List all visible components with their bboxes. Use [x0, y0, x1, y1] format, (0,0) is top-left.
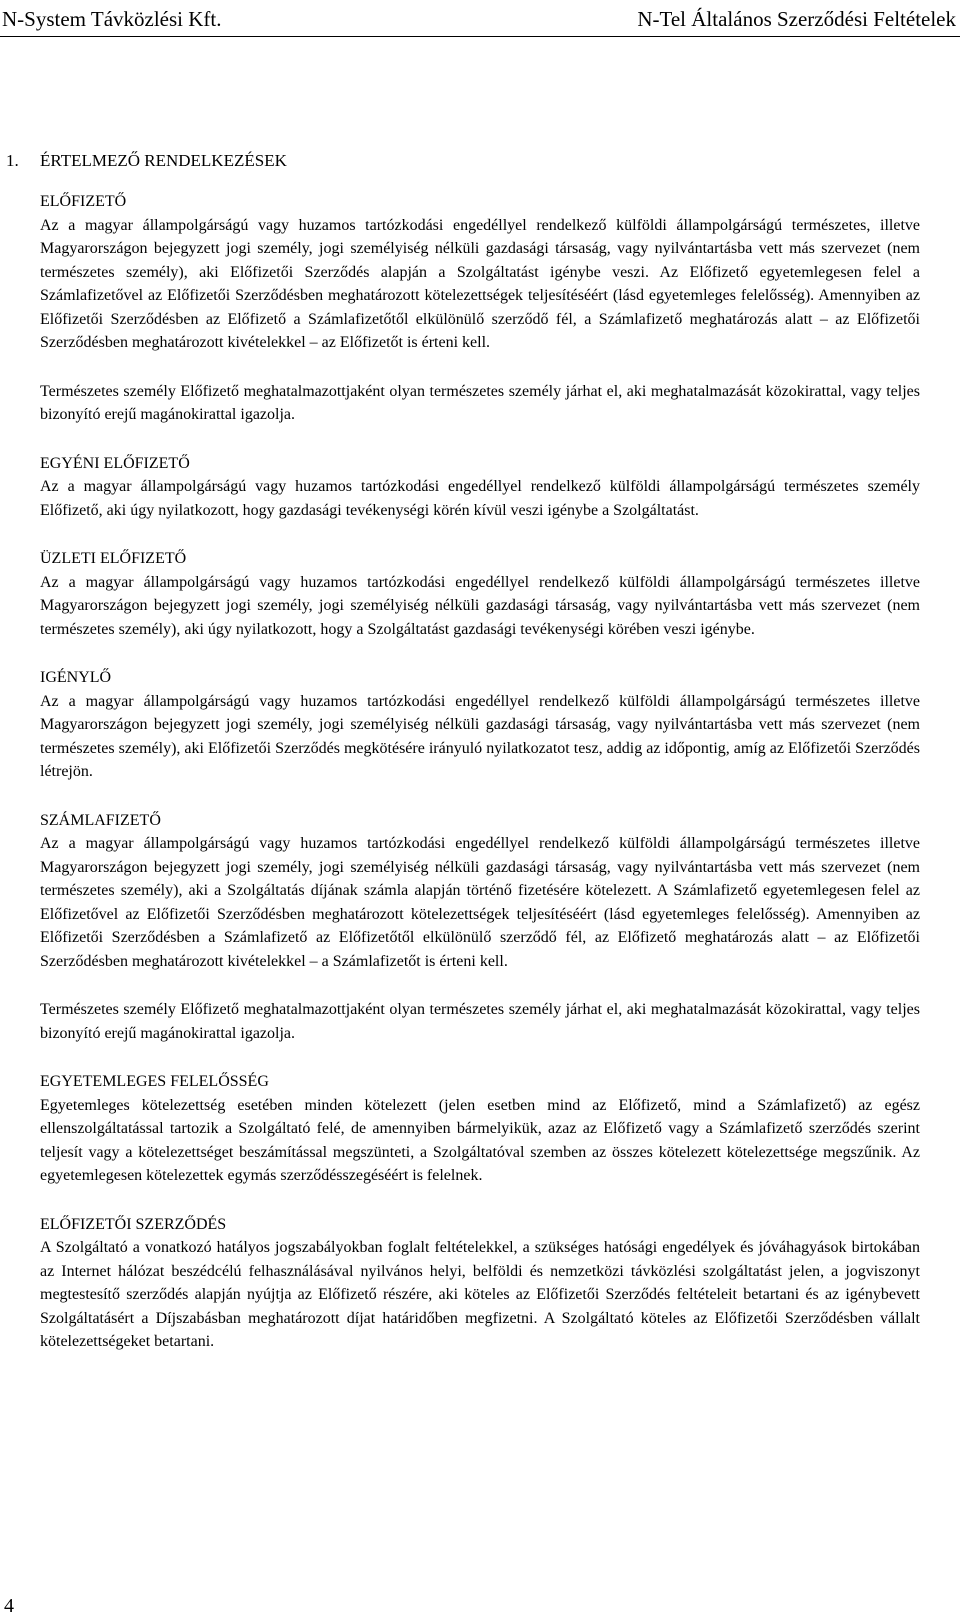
definition-term: ELŐFIZETŐ — [40, 193, 127, 210]
definition-block — [40, 452, 920, 523]
definition-block — [40, 666, 920, 784]
definition-block — [40, 998, 920, 1045]
document-title: N-Tel Általános Szerződési Feltételek — [637, 7, 956, 31]
definition-block — [40, 547, 920, 641]
definition-term: ELŐFIZETŐI SZERZŐDÉS — [40, 1215, 227, 1233]
definition-term: IGÉNYLŐ — [40, 669, 112, 686]
definition-text: Természetes személy Előfizető meghatalmazottjaként olyan természetes személy járhat el, aki meghatalmazását közokirattal, vagy teljes bizonyító erejű magánokirattal igazolja. — [40, 382, 920, 423]
section-heading — [6, 150, 287, 172]
definition-term: EGYETEMLEGES FELELŐSSÉG — [40, 1073, 269, 1090]
definition-text: Az a magyar állampolgárságú vagy huzamos tartózkodási engedéllyel rendelkező külföldi állampolgárságú természetes illetve Magyarországon bejegyzett jogi személy, jogi személyiség nélküli gazdasági társaság, vagy nyilvántartásba vett más szervezet (nem természetes személy), aki Előfizetői Szerződés megkötésére irányuló nyilatkozatot tesz, addig az időpontig, amíg az Előfizetői Szerződés létrejön. — [40, 692, 920, 780]
definition-block — [40, 190, 920, 355]
definition-text: Az a magyar állampolgárságú vagy huzamos tartózkodási engedéllyel rendelkező külföldi állampolgárságú természetes személy Előfizető, aki úgy nyilatkozott, hogy gazdasági tevékenységi körén kívül veszi igénybe a Szolgáltatást. — [40, 478, 920, 519]
page-header — [0, 6, 960, 37]
page-number: 4 — [4, 1595, 14, 1617]
company-name: N-System Távközlési Kft. — [2, 7, 222, 31]
definition-text: Az a magyar állampolgárságú vagy huzamos tartózkodási engedéllyel rendelkező külföldi állampolgárságú természetes, illetve Magyarországon bejegyzett jogi személy, jogi személyiség nélküli gazdasági társaság, vagy nyilvántartásba vett más szervezet (nem természetes személy), aki Előfizetői Szerződés alapján a Szolgáltatást igénybe veszi. Az Előfizető egyetemlegesen felel a Számlafizetővel az Előfizetői Szerződésben meghatározott kötelezettségek teljesítéséért (lásd egyetemleges felelősség). Amennyiben az Előfizetői Szerződésben az Előfizető a Számlafizetőtől elkülönülő szerződő fél, a Számlafizető meghatározás alatt – az Előfizetői Szerződésben meghatározott kivételekkel – az Előfizetőt is érteni kell. — [40, 216, 920, 351]
definition-block — [40, 380, 920, 427]
definition-text: Egyetemleges kötelezettség esetében minden kötelezett (jelen esetben mind az Előfizető, mind a Számlafizető) az egész ellenszolgáltatással tartozik a Szolgáltató felé, de amennyiben bármelyikük, azaz az Előfizető vagy a Számlafizető szerződés szerint teljesít vagy a kötelezettséget beszámítással megszünteti, a Szolgáltatóval szemben az összes kötelezett kötelezettsége megszűnik. Az egyetemlegesen kötelezettek egymás szerződésszegéséért is felelnek. — [40, 1096, 920, 1184]
definition-text: Az a magyar állampolgárságú vagy huzamos tartózkodási engedéllyel rendelkező külföldi állampolgárságú természetes illetve Magyarországon bejegyzett jogi személy, jogi személyiség nélküli gazdasági társaság, vagy nyilvántartásba vett más szervezet (nem természetes személy), aki a Szolgáltatás díjának számla alapján történő fizetésére kötelezett. A Számlafizető egyetemlegesen felel az Előfizetővel az Előfizetői Szerződésben meghatározott kötelezettségek teljesítéséért (lásd egyetemleges felelősség). Amennyiben az Előfizetői Szerződésben a Számlafizető az Előfizetőtől elkülönülő szerződő fél, az Előfizető meghatározás alatt – az Előfizetői Szerződésben meghatározott kivételekkel – a Számlafizetőt is érteni kell. — [40, 835, 920, 970]
definition-term: EGYÉNI ELŐFIZETŐ — [40, 454, 190, 472]
definition-block — [40, 809, 920, 974]
definition-text: A Szolgáltató a vonatkozó hatályos jogszabályokban foglalt feltételekkel, a szükséges hatósági engedélyek és jóváhagyások birtokában az Internet hálózat beszédcélú felhasználásával nyilvános helyi, belföldi és nemzetközi távközlési szolgáltatást jelen, a jogviszonyt megtestesítő szerződés alapján nyújtja az Előfizető részére, aki köteles az Előfizetői Szerződés feltételeit betartani és az igénybevett Szolgáltatásért a Díjszabásban meghatározott díjat határidőben megfizetni. A Szolgáltató köteles az Előfizetői Szerződésben vállalt kötelezettségeket betartani. — [40, 1239, 920, 1350]
definition-text: Az a magyar állampolgárságú vagy huzamos tartózkodási engedéllyel rendelkező külföldi állampolgárságú természetes illetve Magyarországon bejegyzett jogi személy, jogi személyiség nélküli gazdasági társaság, vagy nyilvántartásba vett más szervezet (nem természetes személy), aki úgy nyilatkozott, hogy a Szolgáltatást gazdasági tevékenységi körében veszi igénybe. — [40, 573, 920, 638]
section-title: ÉRTELMEZŐ RENDELKEZÉSEK — [40, 151, 287, 170]
definition-term: SZÁMLAFIZETŐ — [40, 811, 161, 829]
definition-block — [40, 1213, 920, 1354]
section-number: 1. — [6, 151, 19, 170]
definition-text: Természetes személy Előfizető meghatalmazottjaként olyan természetes személy járhat el, aki meghatalmazását közokirattal, vagy teljes bizonyító erejű magánokirattal igazolja. — [40, 1001, 920, 1042]
document-body — [40, 190, 920, 1379]
definition-term: ÜZLETI ELŐFIZETŐ — [40, 550, 187, 567]
definition-block — [40, 1070, 920, 1188]
